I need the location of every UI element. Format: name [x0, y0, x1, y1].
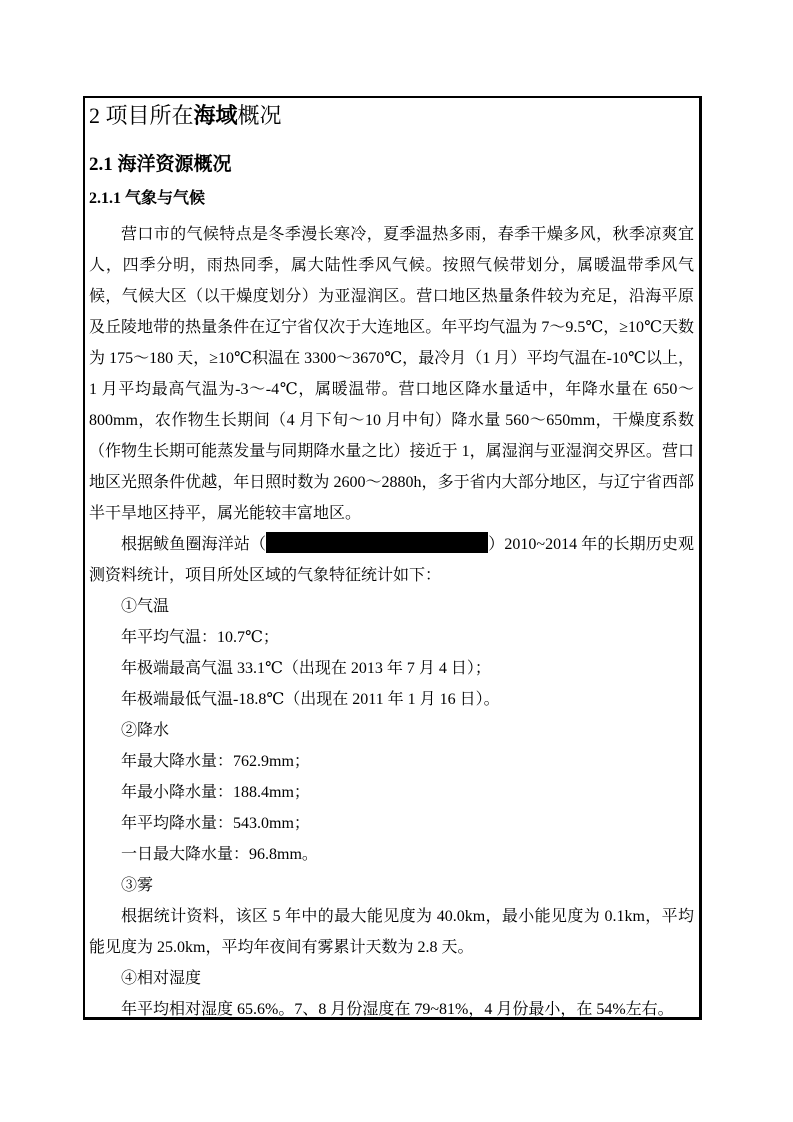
list-item-fog-statistics: 根据统计资料，该区 5 年中的最大能见度为 40.0km，最小能见度为 0.1km，平均能见度为 25.0km，平均年夜间有雾累计天数为 2.8 天。: [89, 908, 694, 956]
list-item-humidity-statistics: 年平均相对湿度 65.6%。7、8 月份湿度在 79~81%，4 月份最小，在 54%左右。: [121, 1001, 674, 1018]
redaction-box: [266, 532, 488, 553]
list-item-min-precipitation: 年最小降水量：188.4mm；: [121, 784, 310, 801]
list-item-max-precipitation: 年最大降水量：762.9mm；: [121, 753, 310, 770]
list-item-max-temperature: 年极端最高气温 33.1℃（出现在 2013 年 7 月 4 日）；: [121, 660, 491, 677]
station-text-after: ）2010~2014 年的长期历史观测资料统计，项目所处区域的气象特征统计如下：: [89, 536, 694, 584]
chapter-title-prefix: 2 项目所在: [89, 103, 194, 128]
chapter-title: [89, 100, 694, 132]
section-heading-2-1: 2.1 海洋资源概况: [89, 154, 232, 175]
subsection-heading-2-1-1: 2.1.1 气象与气候: [89, 190, 206, 207]
chapter-title-suffix: 概况: [237, 103, 282, 128]
list-item-temperature-header: ①气温: [121, 598, 170, 615]
document-content-box: [83, 96, 702, 1020]
list-item-avg-temperature: 年平均气温：10.7℃；: [121, 629, 279, 646]
list-item-min-temperature: 年极端最低气温-18.8℃（出现在 2011 年 1 月 16 日）。: [121, 691, 500, 708]
station-text-before: 根据鲅鱼圈海洋站（: [121, 536, 267, 553]
list-item-avg-precipitation: 年平均降水量：543.0mm；: [121, 815, 310, 832]
list-item-precipitation-header: ②降水: [121, 722, 170, 739]
list-item-daily-max-precipitation: 一日最大降水量：96.8mm。: [121, 846, 318, 863]
paragraph-station-source: [89, 529, 694, 591]
list-item-humidity-header: ④相对湿度: [121, 970, 202, 987]
paragraph-climate-overview: 营口市的气候特点是冬季漫长寒冷，夏季温热多雨，春季干燥多风，秋季凉爽宜人，四季分明，雨热同季，属大陆性季风气候。按照气候带划分，属暖温带季风气候，气候大区（以干燥度划分）为亚湿润区。营口地区热量条件较为充足，沿海平原及丘陵地带的热量条件在辽宁省仅次于大连地区。年平均气温为 7～9.5℃，≥10℃天数为 175～180 天，≥10℃积温在 3300～3670℃，最冷月（1 月）平均气温在-10℃以上，1 月平均最高气温为-3～-4℃，属暖温带。营口地区降水量适中，年降水量在 650～800mm，农作物生长期间（4 月下旬～10 月中旬）降水量 560～650mm，干燥度系数（作物生长期可能蒸发量与同期降水量之比）接近于 1，属湿润与亚湿润交界区。营口地区光照条件优越，年日照时数为 2600～2880h，多于省内大部分地区，与辽宁省西部半干旱地区持平，属光能较丰富地区。: [89, 226, 694, 522]
chapter-title-bold: 海域: [193, 103, 238, 128]
list-item-fog-header: ③雾: [121, 877, 154, 894]
